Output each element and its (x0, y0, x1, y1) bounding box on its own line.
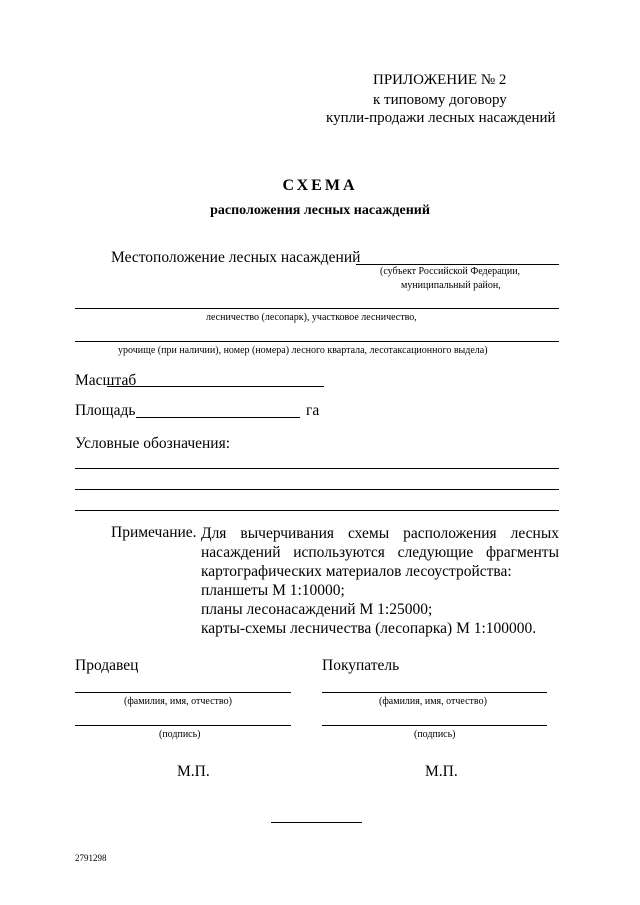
seller-seal: М.П. (177, 763, 210, 780)
note-text (201, 524, 559, 638)
location-hint-forestry: лесничество (лесопарк), участковое лесничество, (206, 312, 417, 323)
seller-label: Продавец (75, 657, 139, 674)
note-line: планшеты М 1:10000; (201, 582, 345, 599)
seller-signature-hint: (подпись) (159, 729, 201, 740)
forestry-field-line[interactable] (75, 308, 559, 309)
location-field-line[interactable] (356, 264, 559, 265)
appendix-contract: купли-продажи лесных насаждений (326, 110, 556, 126)
appendix-subtitle: к типовому договору (373, 92, 507, 108)
legend-line-1[interactable] (75, 468, 559, 469)
location-label: Местоположение лесных насаждений (111, 249, 361, 266)
note-line: Для вычерчивания схемы расположения лесных (201, 525, 559, 542)
legend-line-2[interactable] (75, 489, 559, 490)
note-line: карты-схемы лесничества (лесопарка) М 1:100000. (201, 620, 537, 637)
buyer-name-hint: (фамилия, имя, отчество) (379, 696, 487, 707)
location-hint-district: муниципальный район, (401, 280, 501, 291)
note-line: насаждений используются следующие фрагменты (201, 544, 559, 561)
appendix-title: ПРИЛОЖЕНИЕ № 2 (373, 72, 507, 88)
note-line: картографических материалов лесоустройства: (201, 563, 512, 580)
scale-field-line[interactable] (107, 386, 324, 387)
buyer-label: Покупатель (322, 657, 400, 674)
seller-name-line[interactable] (75, 692, 291, 693)
seller-name-hint: (фамилия, имя, отчество) (124, 696, 232, 707)
legend-line-3[interactable] (75, 510, 559, 511)
seller-signature-line[interactable] (75, 725, 291, 726)
footer-divider (271, 822, 362, 823)
legend-label: Условные обозначения: (75, 435, 231, 452)
tract-field-line[interactable] (75, 341, 559, 342)
area-unit: га (306, 402, 320, 419)
document-subtitle: расположения лесных насаждений (210, 203, 430, 218)
area-field-line[interactable] (136, 417, 300, 418)
buyer-seal: М.П. (425, 763, 458, 780)
location-hint-subject: (субъект Российской Федерации, (380, 266, 521, 277)
buyer-name-line[interactable] (322, 692, 547, 693)
location-hint-tract: урочище (при наличии), номер (номера) лесного квартала, лесотаксационного выдела) (118, 345, 488, 356)
note-label: Примечание. (111, 524, 197, 541)
note-line: планы лесонасаждений М 1:25000; (201, 601, 433, 618)
document-title: СХЕМА (282, 177, 358, 194)
area-label: Площадь (75, 402, 136, 419)
buyer-signature-line[interactable] (322, 725, 547, 726)
document-number: 2791298 (75, 853, 107, 863)
buyer-signature-hint: (подпись) (414, 729, 456, 740)
scale-label: Масштаб (75, 372, 137, 389)
